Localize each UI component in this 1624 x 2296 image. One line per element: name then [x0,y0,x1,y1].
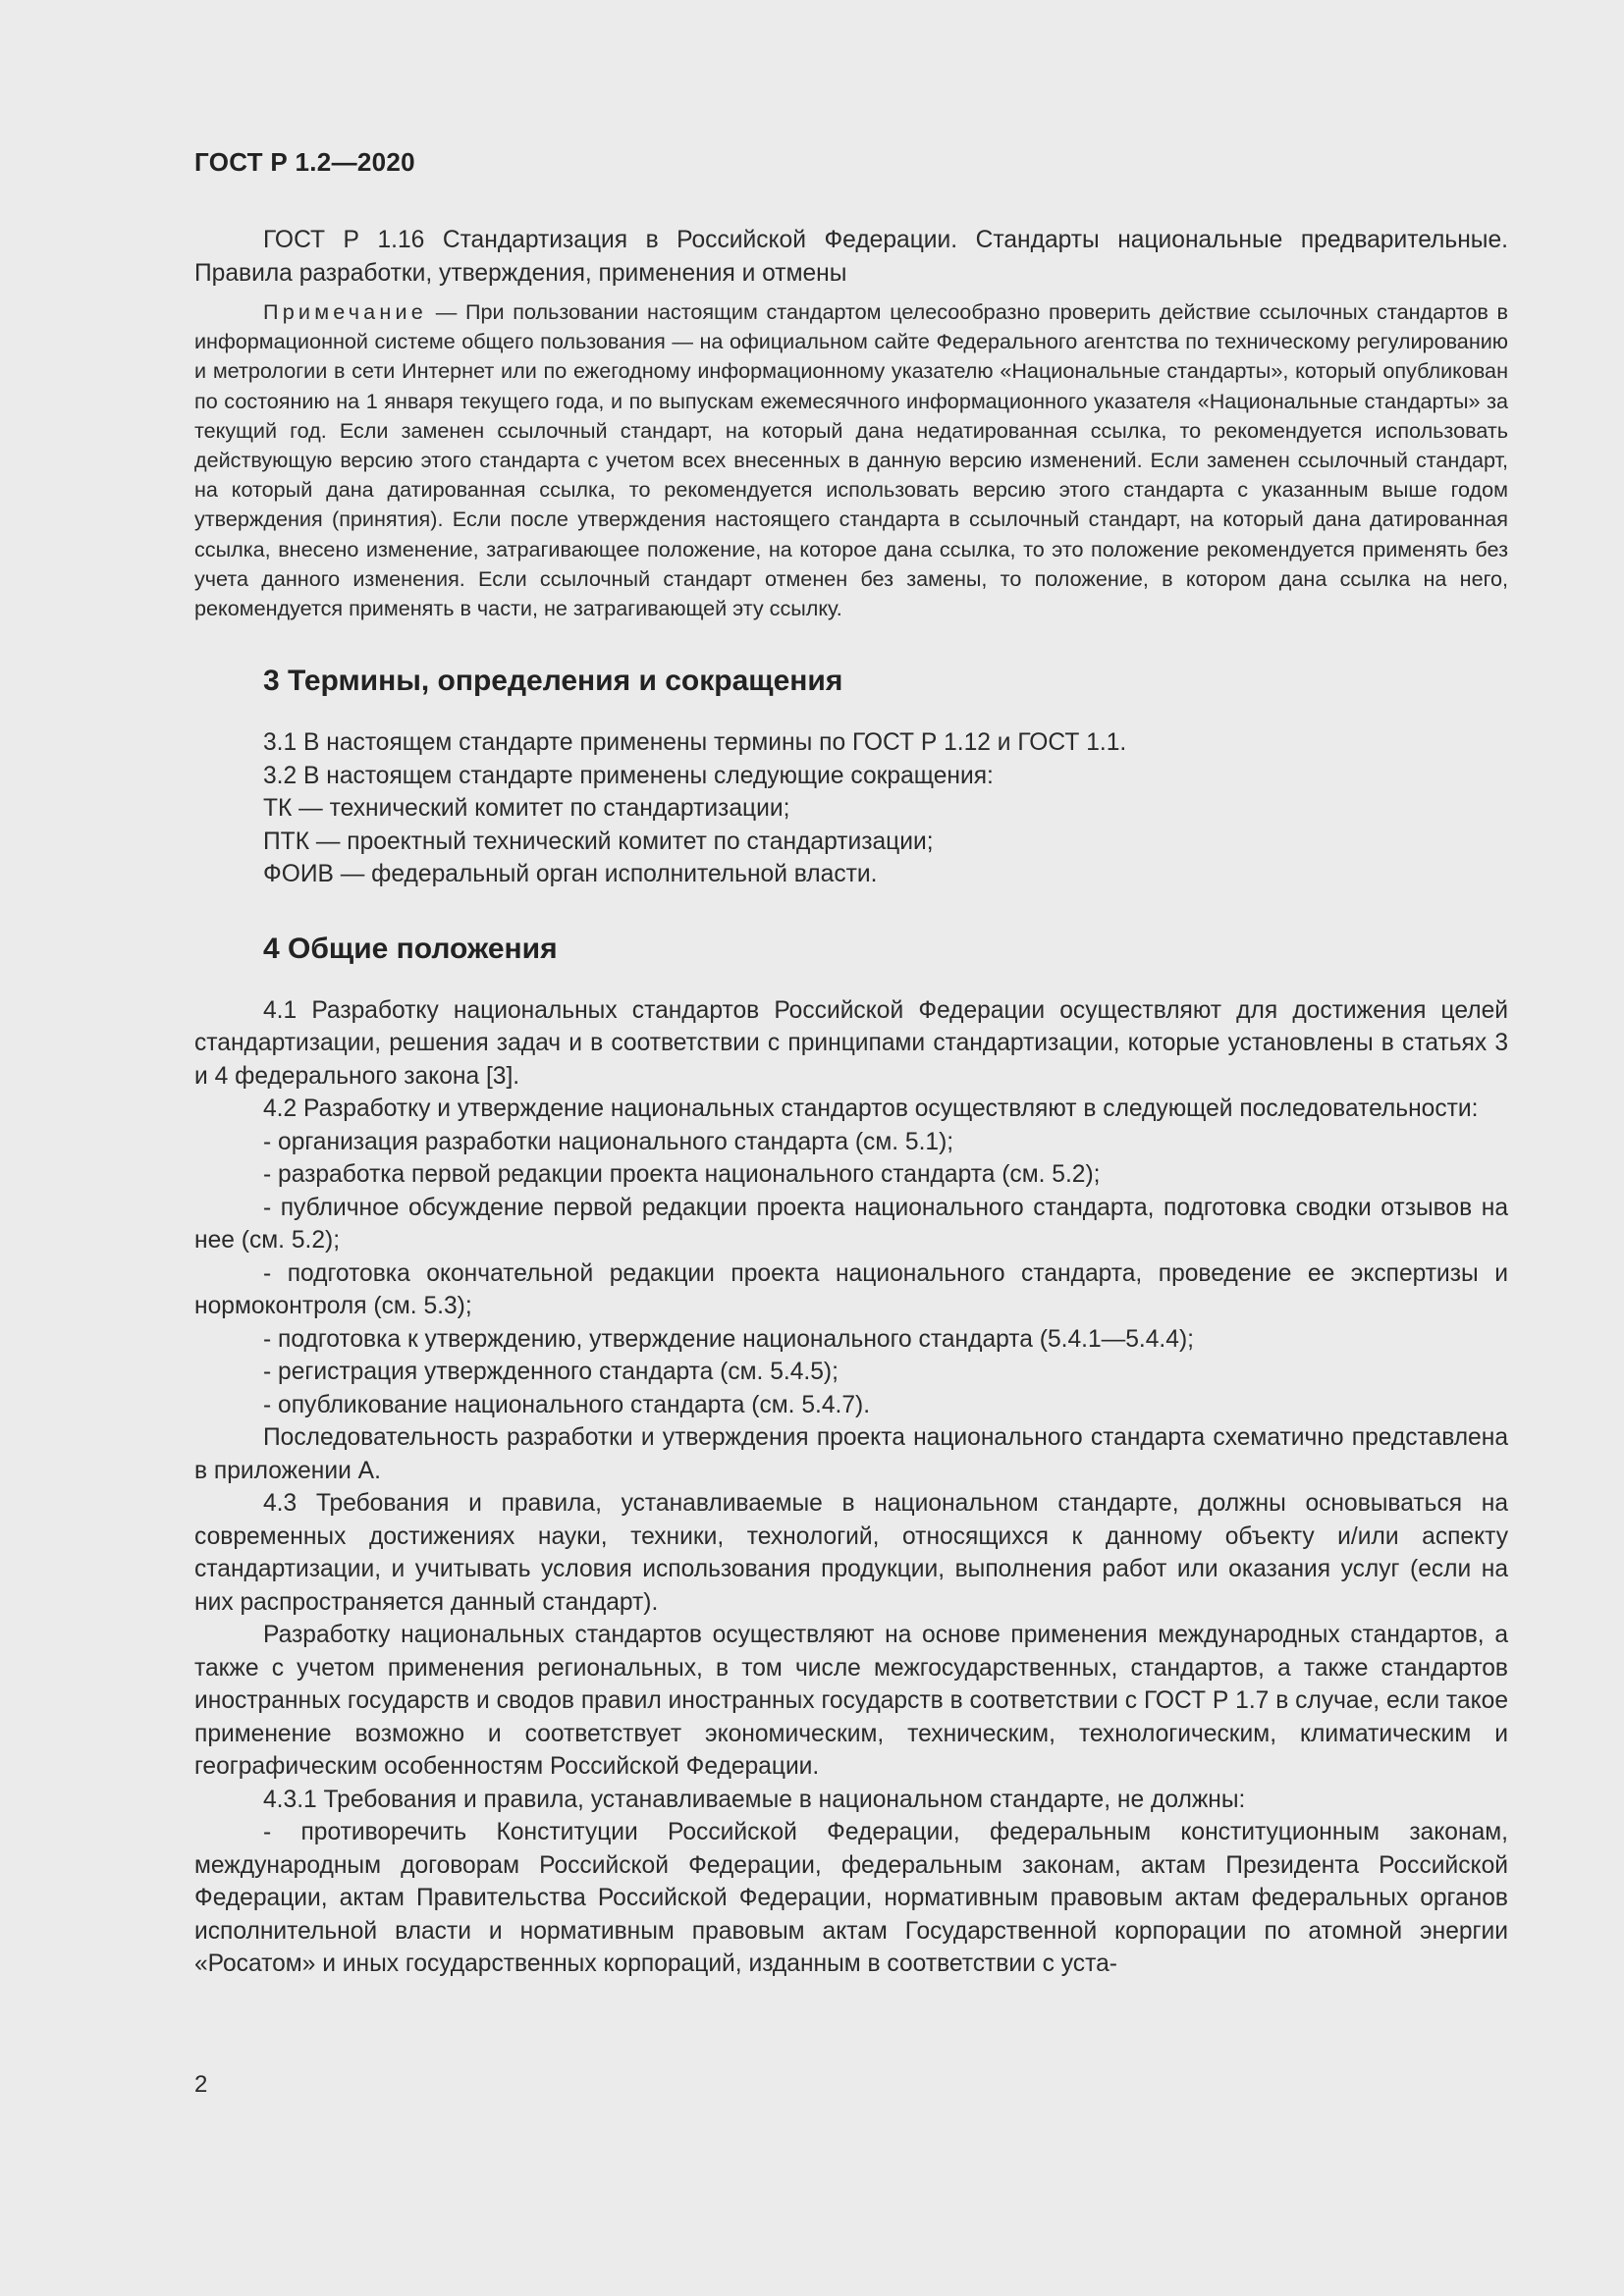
list-item: - организация разработки национального стандарта (см. 5.1); [263,1128,954,1155]
clause-4-3-1-item: - противоречить Конституции Российской Федерации, федеральным конституционным законам, международным договорам Российской Федерации, федеральным законам, актам Президента Российской Федерации, актам Правительства Российской Федерации, нормативным правовым актам федеральных органов исполнительной власти и нормативным правовым актам Государственной корпорации по атомной энергии «Росатом» и иных государственных корпораций, изданным в соответствии с уста- [194,1819,1508,1978]
document-header: ГОСТ Р 1.2—2020 [194,147,415,177]
page-number: 2 [194,2071,208,2098]
abbreviation-ptk: ПТК — проектный технический комитет по стандартизации; [263,828,934,855]
section-3-heading: 3 Термины, определения и сокращения [263,665,843,698]
section-4-heading: 4 Общие положения [263,932,558,965]
note-text: — При пользовании настоящим стандартом целесообразно проверить действие ссылочных стандартов в информационной системе общего пользования — на официальном сайте Федерального агентства по техническому регулированию и метрологии в сети Интернет или по ежегодному информационному указателю «Национальные стандарты», который опубликован по состоянию на 1 января текущего года, и по выпускам ежемесячного информационного указателя «Национальные стандарты» за текущий год. Если заменен ссылочный стандарт, на который дана недатированная ссылка, то рекомендуется использовать действующую версию этого стандарта с учетом всех внесенных в данную версию изменений. Если заменен ссылочный стандарт, на который дана датированная ссылка, то рекомендуется использовать версию этого стандарта с указанным выше годом утверждения (принятия). Если после утверждения настоящего стандарта в ссылочный стандарт, на который дана датированная ссылка, внесено изменение, затрагивающее положение, на которое дана ссылка, то это положение рекомендуется применять без учета данного изменения. Если ссылочный стандарт отменен без замены, то положение, в котором дана ссылка на него, рекомендуется применять в части, не затрагивающей эту ссылку. [194,299,1508,621]
clause-3-2: 3.2 В настоящем стандарте применены следующие сокращения: [263,762,994,789]
document-body [194,224,1508,1981]
list-item: - разработка первой редакции проекта национального стандарта (см. 5.2); [263,1161,1101,1189]
abbreviation-tk: ТК — технический комитет по стандартизации; [263,795,790,823]
clause-3-1: 3.1 В настоящем стандарте применены термины по ГОСТ Р 1.12 и ГОСТ 1.1. [263,729,1127,757]
note-paragraph [194,297,1508,623]
list-item: - подготовка окончательной редакции проекта национального стандарта, проведение ее экспертизы и нормоконтроля (см. 5.3); [194,1259,1508,1320]
list-item: - публичное обсуждение первой редакции проекта национального стандарта, подготовка сводки отзывов на нее (см. 5.2); [194,1194,1508,1255]
list-item: - регистрация утвержденного стандарта (см. 5.4.5); [263,1359,839,1386]
clause-4-1: 4.1 Разработку национальных стандартов Российской Федерации осуществляют для достижения целей стандартизации, решения задач и в соответствии с принципами стандартизации, которые установлены в статьях 3 и 4 федерального закона [3]. [194,996,1508,1090]
clause-4-2-sequence-note: Последовательность разработки и утверждения проекта национального стандарта схематично представлена в приложении А. [194,1424,1508,1484]
note-label: Примечание [263,299,427,324]
reference-entry: ГОСТ Р 1.16 Стандартизация в Российской Федерации. Стандарты национальные предварительные. Правила разработки, утверждения, применения и отмены [194,227,1508,287]
clause-4-3: 4.3 Требования и правила, устанавливаемые в национальном стандарте, должны основываться на современных достижениях науки, техники, технологий, относящихся к данному объекту и/или аспекту стандартизации, и учитывать условия использования продукции, выполнения работ или оказания услуг (если на них распространяется данный стандарт). [194,1490,1508,1616]
list-item: - опубликование национального стандарта (см. 5.4.7). [263,1391,871,1418]
list-item: - подготовка к утверждению, утверждение национального стандарта (5.4.1—5.4.4); [263,1325,1194,1353]
clause-4-3-international: Разработку национальных стандартов осуществляют на основе применения международных стандартов, а также с учетом применения региональных, в том числе межгосударственных, стандартов, а также стандартов иностранных государств и сводов правил иностранных государств в соответствии с ГОСТ Р 1.7 в случае, если такое применение возможно и соответствует экономическим, техническим, технологическим, климатическим и географическим особенностям Российской Федерации. [194,1622,1508,1781]
abbreviation-foiv: ФОИВ — федеральный орган исполнительной власти. [263,861,878,888]
clause-4-2: 4.2 Разработку и утверждение национальных стандартов осуществляют в следующей последовательности: [263,1095,1479,1123]
clause-4-3-1: 4.3.1 Требования и правила, устанавливаемые в национальном стандарте, не должны: [263,1786,1246,1813]
